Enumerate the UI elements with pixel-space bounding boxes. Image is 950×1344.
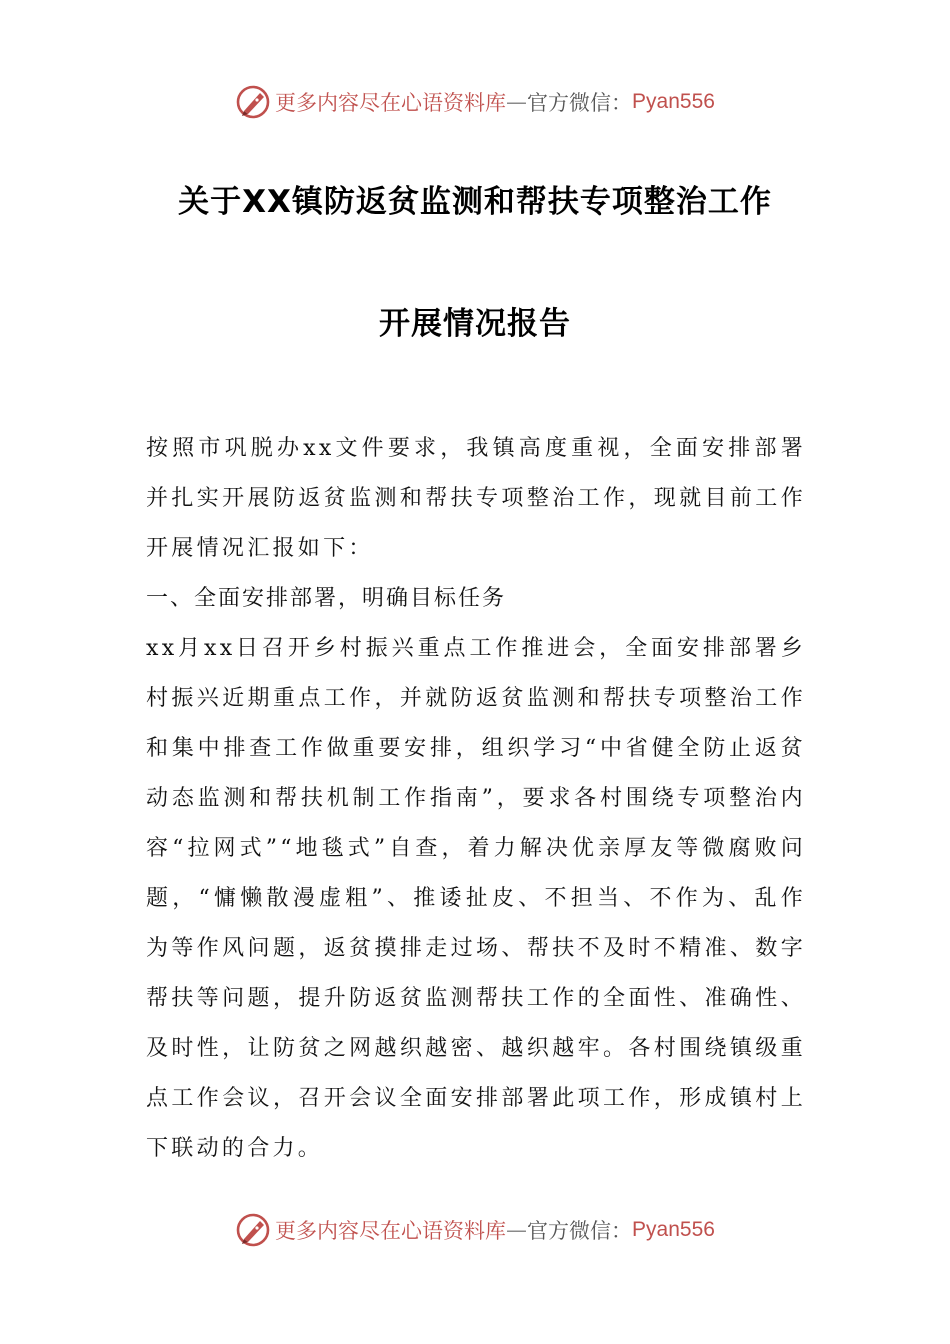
document-title-line2: 开展情况报告 xyxy=(379,306,571,342)
watermark-wechat-id: Pyan556 xyxy=(632,90,715,113)
header-watermark xyxy=(0,82,950,122)
document-body xyxy=(146,424,806,1174)
intro-paragraph: 按照市巩脱办xx文件要求，我镇高度重视，全面安排部署并扎实开展防返贫监测和帮扶专项整治工作，现就目前工作开展情况汇报如下： xyxy=(146,436,806,561)
watermark-main-text: 更多内容尽在心语资料库 xyxy=(275,1219,507,1243)
watermark-dash: — xyxy=(506,1218,528,1242)
footer-watermark xyxy=(0,1210,950,1250)
watermark-label: 官方微信： xyxy=(527,91,633,115)
watermark-label: 官方微信： xyxy=(527,1219,633,1243)
document-title-line1: 关于XX镇防返贫监测和帮扶专项整治工作 xyxy=(178,184,772,220)
watermark-main-text: 更多内容尽在心语资料库 xyxy=(275,91,507,115)
pen-logo-icon xyxy=(235,84,271,120)
section-heading-1: 一、全面安排部署，明确目标任务 xyxy=(146,586,507,611)
section-1-paragraph: xx月xx日召开乡村振兴重点工作推进会，全面安排部署乡村振兴近期重点工作，并就防返贫监测和帮扶专项整治工作和集中排查工作做重要安排，组织学习“中省健全防止返贫动态监测和帮扶机制工作指南”，要求各村围绕专项整治内容“拉网式”“地毯式”自查，着力解决优亲厚友等微腐败问题，“慵懒散漫虚粗”、推诿扯皮、不担当、不作为、乱作为等作风问题，返贫摸排走过场、帮扶不及时不精准、数字帮扶等问题，提升防返贫监测帮扶工作的全面性、准确性、及时性，让防贫之网越织越密、越织越牢。各村围绕镇级重点工作会议，召开会议全面安排部署此项工作，形成镇村上下联动的合力。 xyxy=(146,636,806,1161)
pen-logo-icon xyxy=(235,1212,271,1248)
watermark-dash: — xyxy=(506,90,528,114)
watermark-wechat-id: Pyan556 xyxy=(632,1218,715,1241)
